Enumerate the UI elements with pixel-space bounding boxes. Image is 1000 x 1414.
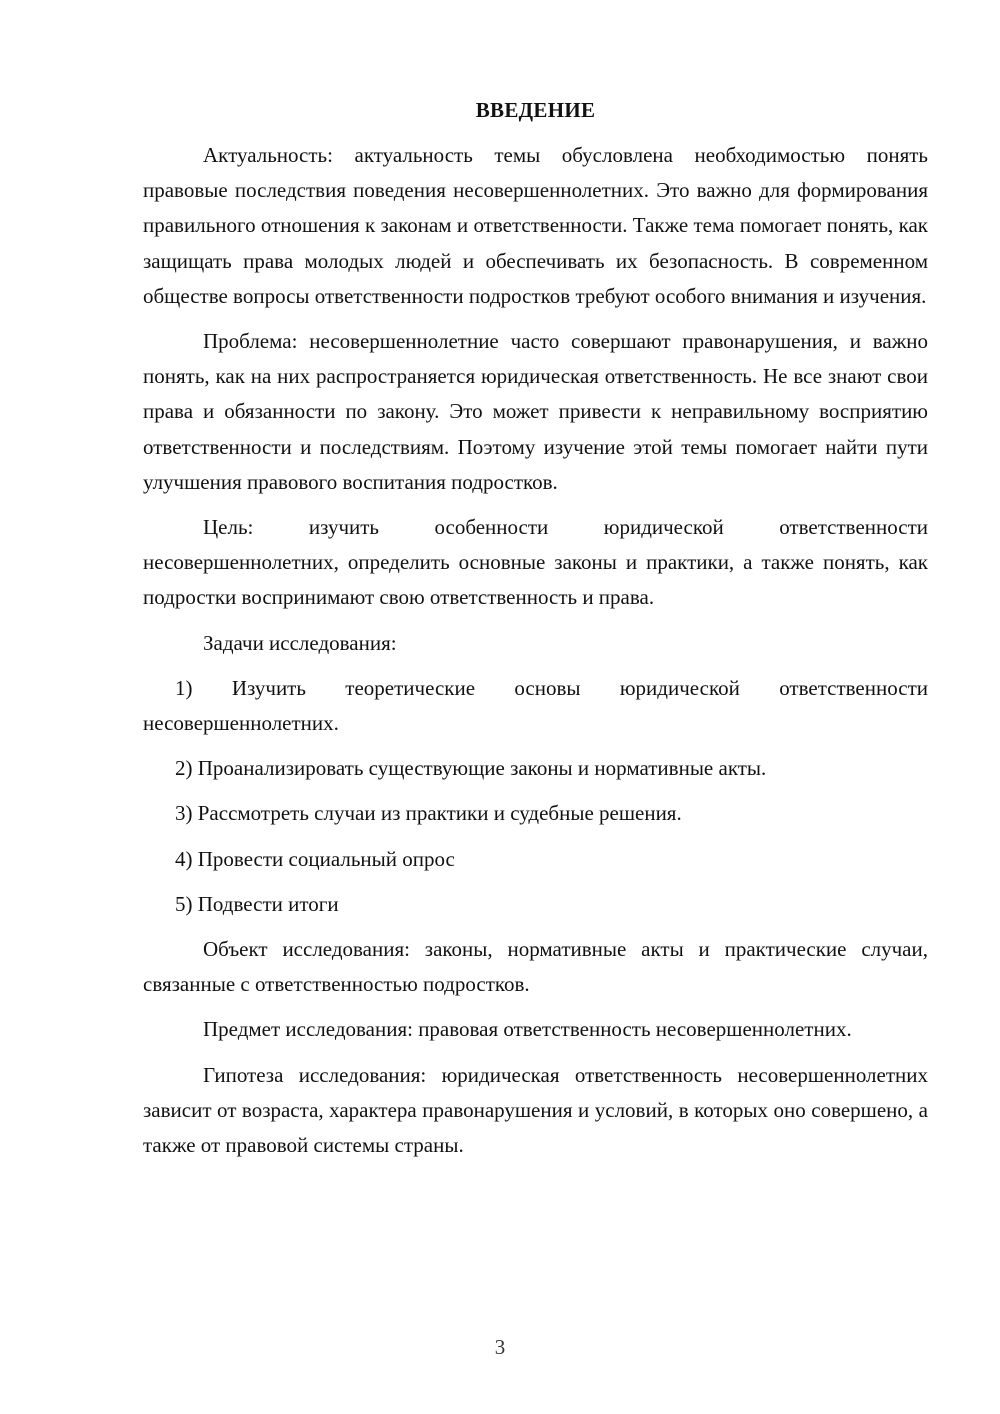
paragraph-object: Объект исследования: законы, нормативные акты и практические случаи, связанные с ответственностью подростков.: [143, 937, 928, 997]
paragraph-hypothesis: Гипотеза исследования: юридическая ответственность несовершеннолетних зависит от возраста, характера правонарушения и условий, в которых оно совершено, а также от правовой системы страны.: [143, 1062, 928, 1158]
list-item-task-1: 1) Изучить теоретические основы юридической ответственности несовершеннолетних.: [143, 675, 928, 736]
page-number: 3: [494, 1335, 506, 1359]
document-page: [143, 93, 928, 1173]
paragraph-goal: Цель: изучить особенности юридической ответственности несовершеннолетних, определить основные законы и практики, а также понять, как подростки воспринимают свою ответственность и права.: [143, 515, 928, 610]
list-item-task-3: 3) Рассмотреть случаи из практики и судебные решения.: [175, 801, 682, 826]
paragraph-tasks-heading: Задачи исследования:: [203, 630, 397, 655]
paragraph-problem: Проблема: несовершеннолетние часто совершают правонарушения, и важно понять, как на них распространяется юридическая ответственность. Не все знают свои права и обязанности по закону. Это может привести к неправильному восприятию ответственности и последствиям. Поэтому изучение этой темы помогает найти пути улучшения правового воспитания подростков.: [143, 329, 928, 494]
list-item-task-4: 4) Провести социальный опрос: [175, 846, 455, 871]
list-item-task-5: 5) Подвести итоги: [175, 891, 339, 916]
list-item-task-2: 2) Проанализировать существующие законы и нормативные акты.: [175, 756, 767, 781]
paragraph-subject: Предмет исследования: правовая ответственность несовершеннолетних.: [203, 1017, 852, 1042]
paragraph-relevance: Актуальность: актуальность темы обусловлена необходимостью понять правовые последствия поведения несовершеннолетних. Это важно для формирования правильного отношения к законам и ответственности. Также тема помогает понять, как защищать права молодых людей и обеспечивать их безопасность. В современном обществе вопросы ответственности подростков требуют особого внимания и изучения.: [143, 143, 928, 308]
section-title: ВВЕДЕНИЕ: [475, 98, 596, 122]
